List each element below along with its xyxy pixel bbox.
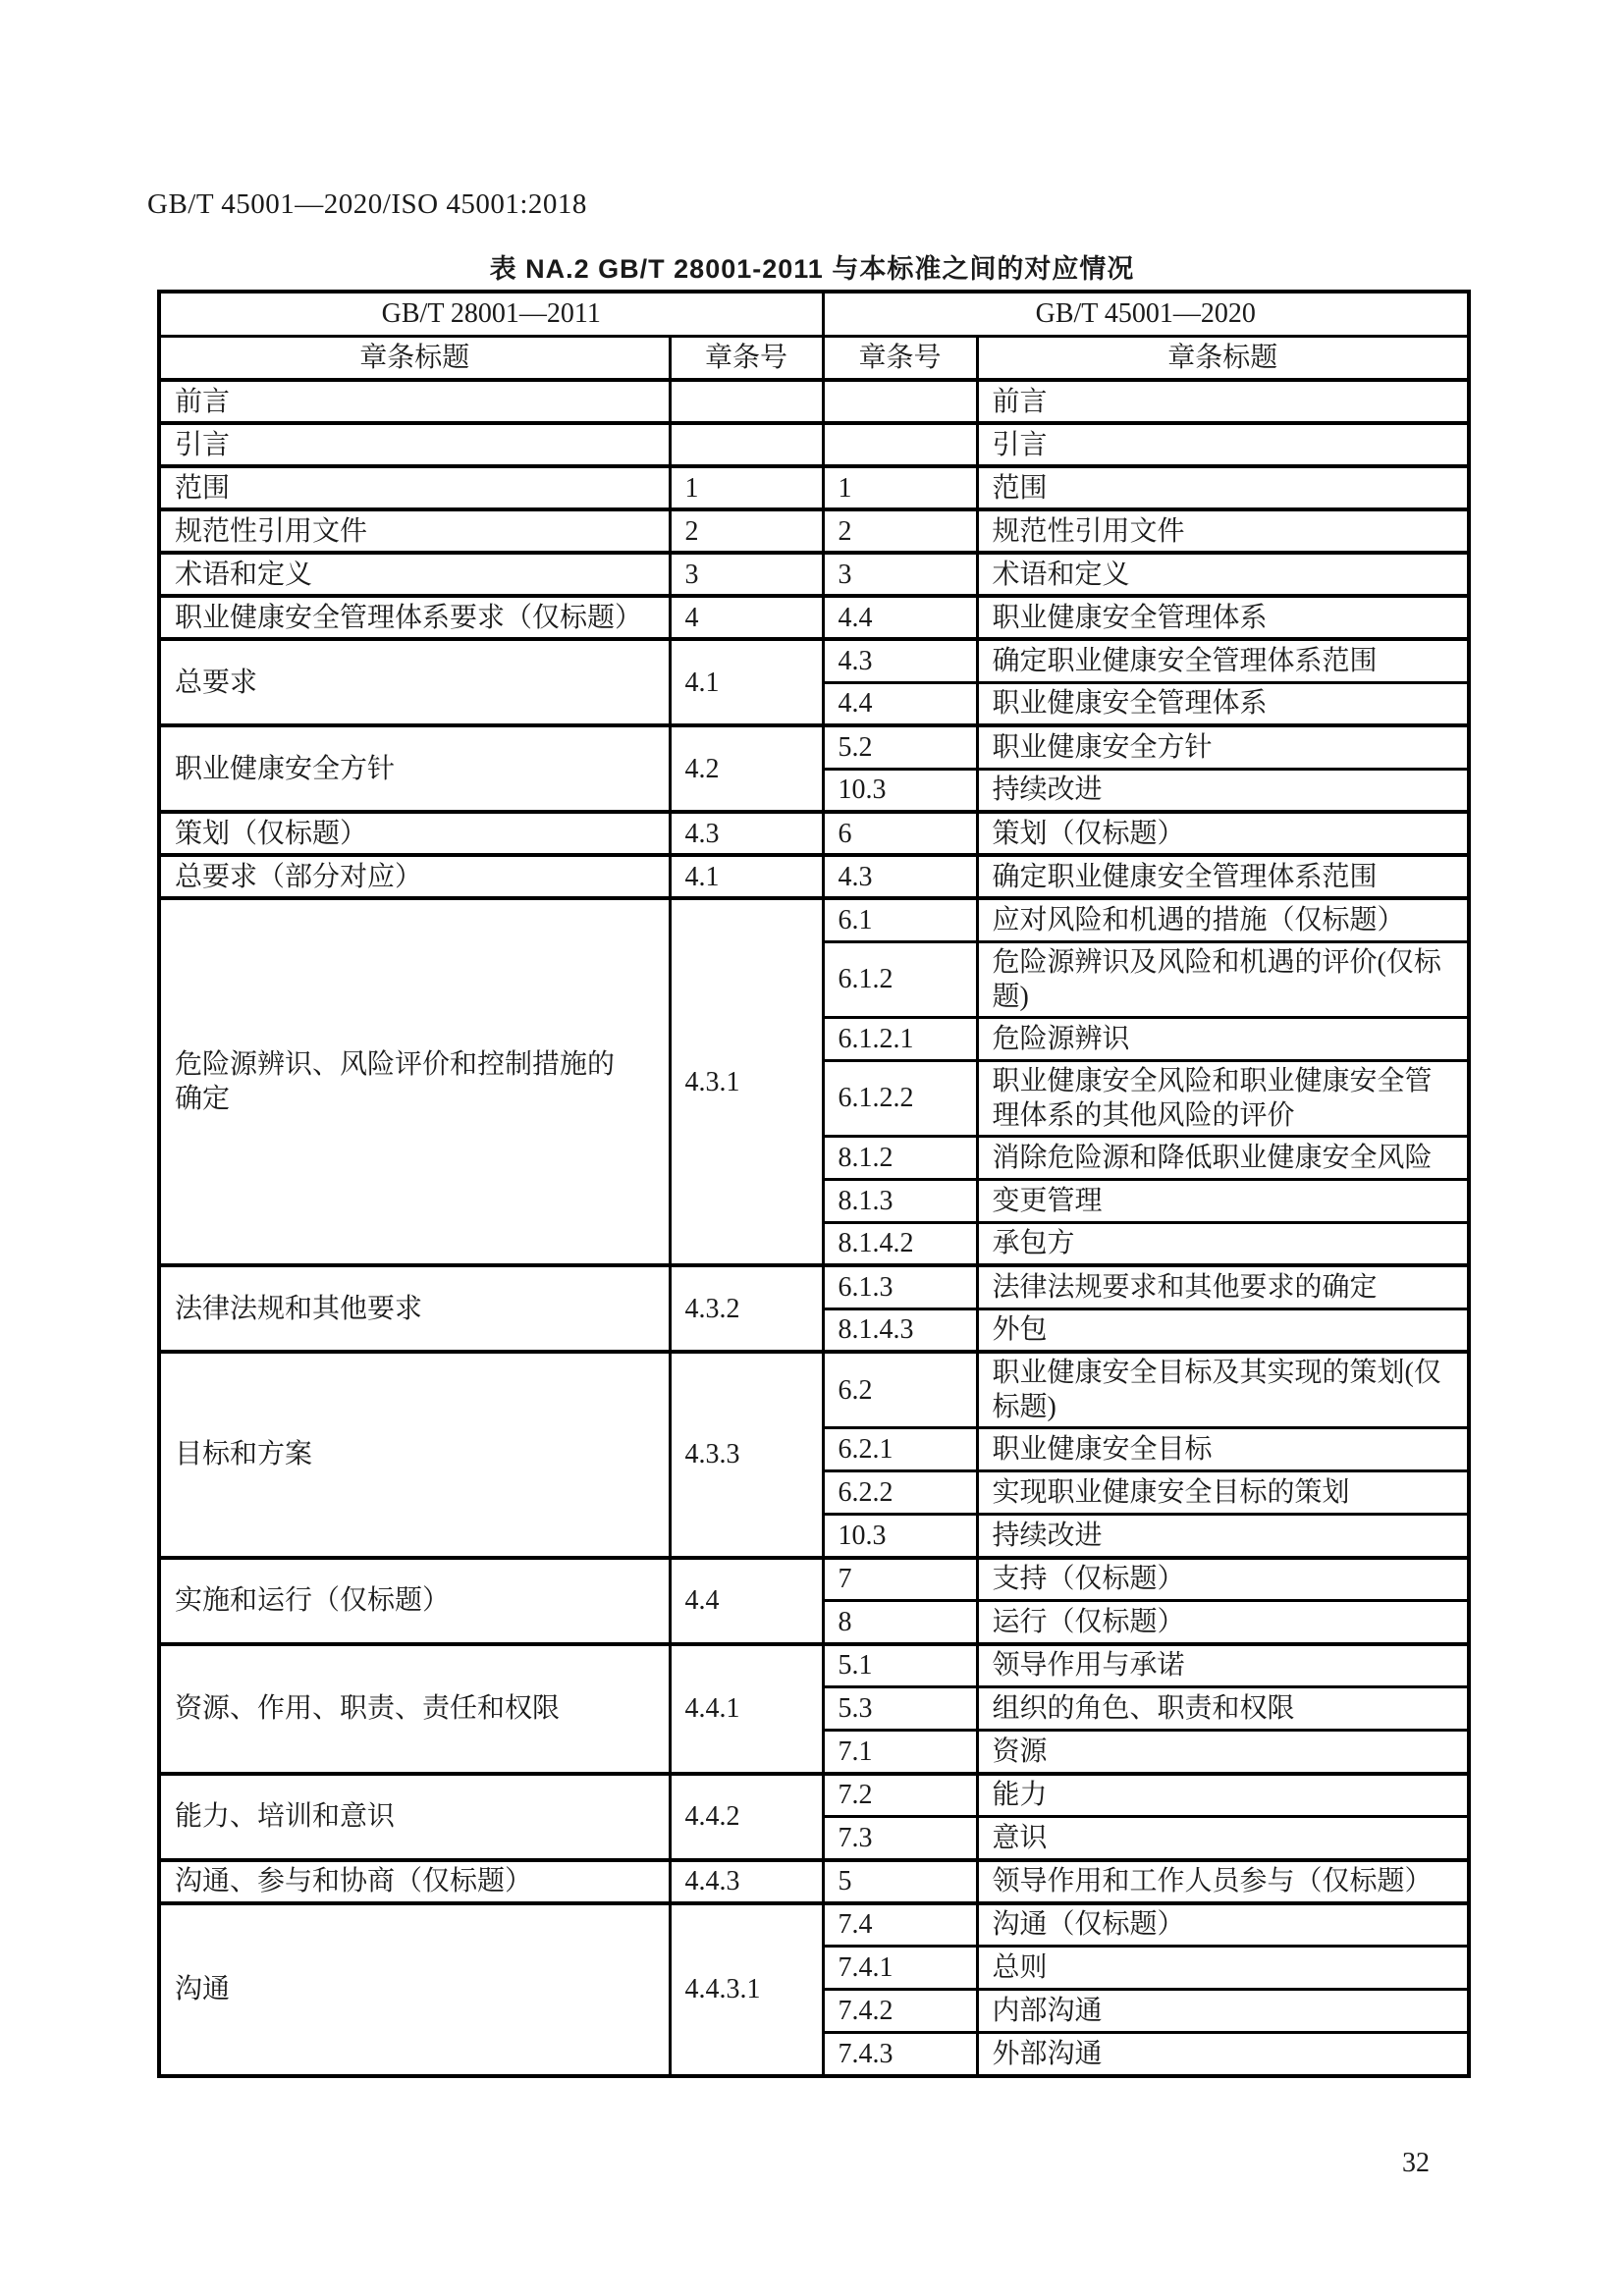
right-clause-number-cell: 5.1: [823, 1644, 977, 1687]
left-clause-number-cell: 3: [670, 553, 823, 596]
standard-header-row: [159, 292, 1469, 336]
left-clause-number-cell: 4.3: [670, 812, 823, 855]
correspondence-table: [157, 290, 1471, 2078]
left-clause-number-cell: 4: [670, 596, 823, 639]
right-clause-title-cell: 资源: [977, 1731, 1469, 1774]
right-clause-title-cell: 内部沟通: [977, 1990, 1469, 2033]
table-row: [159, 1352, 1469, 1428]
left-clause-number-cell: 4.3.2: [670, 1265, 823, 1352]
left-clause-title-cell: 前言: [159, 380, 670, 423]
table-row: [159, 812, 1469, 855]
table-row: [159, 466, 1469, 509]
right-clause-number-cell: 5.2: [823, 725, 977, 769]
right-clause-number-cell: 6.1.3: [823, 1265, 977, 1308]
right-clause-title-cell: 策划（仅标题）: [977, 812, 1469, 855]
right-clause-number-cell: 8.1.4.3: [823, 1308, 977, 1352]
left-clause-title-cell: 范围: [159, 466, 670, 509]
right-clause-title-cell: 前言: [977, 380, 1469, 423]
right-clause-number-cell: 6.1: [823, 898, 977, 941]
left-clause-title-cell: 目标和方案: [159, 1352, 670, 1558]
right-clause-number-cell: 4.4: [823, 682, 977, 725]
left-clause-number-cell: 4.4: [670, 1558, 823, 1644]
table-row: [159, 898, 1469, 941]
table-row: [159, 553, 1469, 596]
right-clause-number-cell: 5.3: [823, 1687, 977, 1731]
right-clause-title-cell: 意识: [977, 1817, 1469, 1860]
right-standard-header: GB/T 45001—2020: [823, 292, 1469, 336]
left-clause-title-cell: 沟通、参与和协商（仅标题）: [159, 1860, 670, 1903]
right-clause-number-cell: [823, 380, 977, 423]
left-clause-number-cell: 4.1: [670, 639, 823, 725]
right-clause-number-cell: 5: [823, 1860, 977, 1903]
right-clause-title-cell: 外包: [977, 1308, 1469, 1352]
right-clause-title-cell: 沟通（仅标题）: [977, 1903, 1469, 1947]
table-row: [159, 509, 1469, 553]
right-clause-number-cell: 6.1.2: [823, 941, 977, 1017]
right-clause-title-cell: 职业健康安全管理体系: [977, 596, 1469, 639]
right-clause-title-cell: 组织的角色、职责和权限: [977, 1687, 1469, 1731]
right-clause-title-cell: 法律法规要求和其他要求的确定: [977, 1265, 1469, 1308]
table-row: [159, 1860, 1469, 1903]
right-clause-title-cell: 职业健康安全管理体系: [977, 682, 1469, 725]
right-clause-title-cell: 支持（仅标题）: [977, 1558, 1469, 1601]
table-row: [159, 725, 1469, 769]
right-clause-title-cell: 危险源辨识: [977, 1017, 1469, 1060]
left-clause-title-cell: 术语和定义: [159, 553, 670, 596]
right-clause-title-cell: 确定职业健康安全管理体系范围: [977, 855, 1469, 898]
right-clause-number-cell: 7.4: [823, 1903, 977, 1947]
right-clause-title-cell: 外部沟通: [977, 2033, 1469, 2076]
right-clause-number-cell: 7.2: [823, 1774, 977, 1817]
right-clause-title-cell: 职业健康安全目标及其实现的策划(仅标题): [977, 1352, 1469, 1428]
left-clause-number-cell: 4.4.2: [670, 1774, 823, 1860]
table-row: [159, 1644, 1469, 1687]
left-clause-number-cell: 4.4.3: [670, 1860, 823, 1903]
right-clause-title-header: 章条标题: [977, 336, 1469, 380]
left-clause-title-cell: 资源、作用、职责、责任和权限: [159, 1644, 670, 1774]
table-row: [159, 639, 1469, 682]
table-row: [159, 596, 1469, 639]
right-clause-number-cell: 8.1.2: [823, 1136, 977, 1179]
table-row: [159, 1903, 1469, 1947]
right-clause-number-cell: 8.1.3: [823, 1179, 977, 1222]
right-clause-title-cell: 能力: [977, 1774, 1469, 1817]
left-clause-title-cell: 策划（仅标题）: [159, 812, 670, 855]
left-clause-number-cell: [670, 423, 823, 466]
table-row: [159, 1558, 1469, 1601]
document-header: GB/T 45001—2020/ISO 45001:2018: [147, 188, 587, 220]
left-clause-title-cell: 总要求（部分对应）: [159, 855, 670, 898]
left-clause-number-cell: [670, 380, 823, 423]
left-clause-title-cell: 危险源辨识、风险评价和控制措施的确定: [159, 898, 670, 1265]
left-clause-title-cell: 法律法规和其他要求: [159, 1265, 670, 1352]
table-row: [159, 855, 1469, 898]
right-clause-title-cell: 确定职业健康安全管理体系范围: [977, 639, 1469, 682]
right-clause-number-cell: 7.3: [823, 1817, 977, 1860]
right-clause-title-cell: 持续改进: [977, 1515, 1469, 1558]
right-clause-title-cell: 应对风险和机遇的措施（仅标题）: [977, 898, 1469, 941]
right-clause-number-cell: 6.1.2.1: [823, 1017, 977, 1060]
right-clause-number-cell: 6.2.1: [823, 1428, 977, 1471]
right-clause-title-cell: 引言: [977, 423, 1469, 466]
left-clause-number-header: 章条号: [670, 336, 823, 380]
left-clause-number-cell: 4.2: [670, 725, 823, 812]
right-clause-number-cell: 6.1.2.2: [823, 1060, 977, 1136]
right-clause-number-cell: 6.2: [823, 1352, 977, 1428]
right-clause-title-cell: 变更管理: [977, 1179, 1469, 1222]
table-row: [159, 423, 1469, 466]
left-clause-title-cell: 职业健康安全管理体系要求（仅标题）: [159, 596, 670, 639]
right-clause-title-cell: 承包方: [977, 1222, 1469, 1265]
column-header-row: [159, 336, 1469, 380]
right-clause-title-cell: 范围: [977, 466, 1469, 509]
table-row: [159, 380, 1469, 423]
left-clause-number-cell: 4.1: [670, 855, 823, 898]
right-clause-number-cell: 8.1.4.2: [823, 1222, 977, 1265]
page-number: 32: [1402, 2148, 1430, 2178]
left-clause-number-cell: 2: [670, 509, 823, 553]
left-clause-title-cell: 能力、培训和意识: [159, 1774, 670, 1860]
left-clause-title-header: 章条标题: [159, 336, 670, 380]
right-clause-number-cell: [823, 423, 977, 466]
right-clause-number-cell: 6: [823, 812, 977, 855]
table-row: [159, 1774, 1469, 1817]
right-clause-title-cell: 总则: [977, 1947, 1469, 1990]
left-clause-title-cell: 沟通: [159, 1903, 670, 2076]
right-clause-number-cell: 7: [823, 1558, 977, 1601]
left-clause-title-cell: 实施和运行（仅标题）: [159, 1558, 670, 1644]
left-clause-number-cell: 4.3.3: [670, 1352, 823, 1558]
right-clause-title-cell: 持续改进: [977, 769, 1469, 812]
left-standard-header: GB/T 28001—2011: [159, 292, 823, 336]
left-clause-number-cell: 4.4.3.1: [670, 1903, 823, 2076]
right-clause-number-cell: 4.4: [823, 596, 977, 639]
left-clause-title-cell: 规范性引用文件: [159, 509, 670, 553]
left-clause-title-cell: 引言: [159, 423, 670, 466]
right-clause-number-cell: 10.3: [823, 769, 977, 812]
right-clause-number-cell: 10.3: [823, 1515, 977, 1558]
right-clause-title-cell: 术语和定义: [977, 553, 1469, 596]
left-clause-number-cell: 4.3.1: [670, 898, 823, 1265]
left-clause-number-cell: 4.4.1: [670, 1644, 823, 1774]
right-clause-number-cell: 7.4.2: [823, 1990, 977, 2033]
right-clause-title-cell: 领导作用和工作人员参与（仅标题）: [977, 1860, 1469, 1903]
right-clause-number-cell: 7.1: [823, 1731, 977, 1774]
right-clause-title-cell: 职业健康安全目标: [977, 1428, 1469, 1471]
table-title: 表 NA.2 GB/T 28001-2011 与本标准之间的对应情况: [489, 254, 1135, 284]
right-clause-title-cell: 规范性引用文件: [977, 509, 1469, 553]
right-clause-title-cell: 消除危险源和降低职业健康安全风险: [977, 1136, 1469, 1179]
right-clause-title-cell: 危险源辨识及风险和机遇的评价(仅标题): [977, 941, 1469, 1017]
right-clause-number-cell: 4.3: [823, 639, 977, 682]
left-clause-title-cell: 职业健康安全方针: [159, 725, 670, 812]
right-clause-number-cell: 3: [823, 553, 977, 596]
right-clause-title-cell: 职业健康安全方针: [977, 725, 1469, 769]
right-clause-title-cell: 职业健康安全风险和职业健康安全管理体系的其他风险的评价: [977, 1060, 1469, 1136]
right-clause-number-cell: 1: [823, 466, 977, 509]
left-clause-title-cell: 总要求: [159, 639, 670, 725]
right-clause-title-cell: 领导作用与承诺: [977, 1644, 1469, 1687]
left-clause-number-cell: 1: [670, 466, 823, 509]
right-clause-title-cell: 实现职业健康安全目标的策划: [977, 1471, 1469, 1515]
right-clause-number-header: 章条号: [823, 336, 977, 380]
table-row: [159, 1265, 1469, 1308]
right-clause-number-cell: 7.4.3: [823, 2033, 977, 2076]
right-clause-number-cell: 8: [823, 1601, 977, 1644]
right-clause-number-cell: 4.3: [823, 855, 977, 898]
right-clause-number-cell: 6.2.2: [823, 1471, 977, 1515]
right-clause-title-cell: 运行（仅标题）: [977, 1601, 1469, 1644]
right-clause-number-cell: 7.4.1: [823, 1947, 977, 1990]
right-clause-number-cell: 2: [823, 509, 977, 553]
